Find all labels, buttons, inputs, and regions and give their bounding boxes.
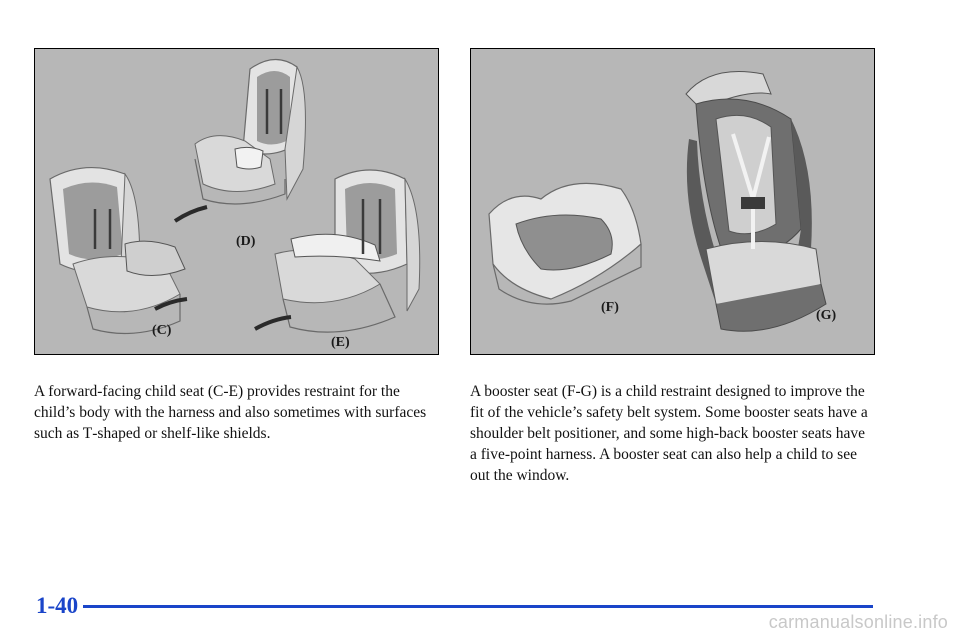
footer-rule [83, 605, 873, 608]
booster-seat-f-illustration [489, 183, 641, 304]
booster-seat-paragraph: A booster seat (F‑G) is a child restraint designed to improve the fit of the vehicle’s safety belt system. Some booster seats have a shoulder belt positioner, and some high‑back booster seats have a five‑point harness. A booster seat can also help a child to see out the window. [470, 383, 868, 484]
forward-facing-seats-figure [34, 48, 439, 355]
figure-label-g: (G) [816, 308, 837, 323]
booster-seat-g-illustration [686, 72, 826, 332]
child-seat-c-illustration [50, 168, 187, 334]
watermark: carmanualsonline.info [768, 612, 948, 632]
page-number: 1-40 [36, 593, 79, 618]
forward-facing-seat-paragraph: A forward‑facing child seat (C‑E) provides restraint for the child’s body with the harness and also sometimes with surfaces such as T‑shaped or shelf‑like shields. [34, 383, 427, 442]
figure-label-d: (D) [236, 234, 256, 249]
figure-label-c: (C) [152, 323, 172, 338]
booster-seats-figure [470, 48, 875, 355]
child-seat-d-illustration [175, 59, 305, 221]
figure-label-f: (F) [601, 300, 619, 315]
figure-label-e: (E) [331, 335, 350, 350]
child-seat-e-illustration [255, 170, 420, 332]
